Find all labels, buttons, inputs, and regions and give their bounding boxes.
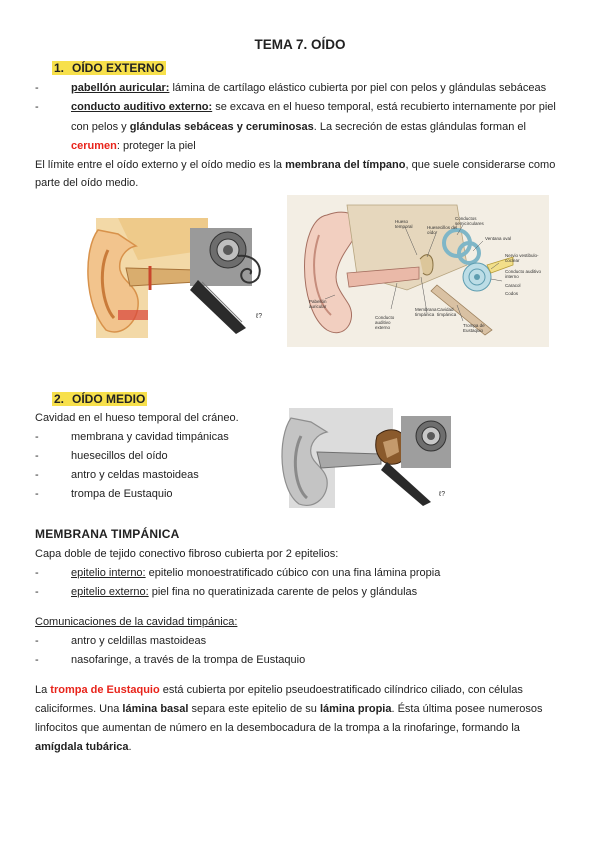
list-item-text: antro y celdillas mastoideas: [71, 635, 207, 647]
list-item: - antro y celdas mastoideas: [35, 469, 199, 481]
paragraph: [35, 176, 138, 190]
text: : proteger la piel: [116, 140, 196, 152]
label-trompa: Trompa de Eustaquio: [463, 323, 485, 333]
term: epitelio externo:: [71, 586, 149, 598]
ear-anatomy-labeled-diagram: [287, 195, 549, 347]
bold-text: lámina basal: [122, 703, 189, 715]
list-item-text: huesecillos del oído: [71, 450, 168, 462]
heading-membrana-timpanica: MEMBRANA TIMPÁNICA: [35, 527, 180, 541]
label-caracol: Caracol: [505, 283, 521, 288]
section-label: OÍDO MEDIO: [66, 392, 147, 406]
label-huesecillos: Huesecillos del oído: [427, 225, 458, 235]
text: con pelos y: [71, 121, 130, 133]
text: caliciformes. Una: [35, 703, 123, 715]
paragraph: Cavidad en el hueso temporal del cráneo.: [35, 412, 239, 424]
paragraph: Capa doble de tejido conectivo fibroso cubierta por 2 epitelios:: [35, 548, 339, 560]
text: La: [35, 684, 51, 696]
bold-text: amígdala tubárica: [35, 741, 129, 753]
section-heading-oido-medio: [52, 392, 147, 406]
page-title: TEMA 7. OÍDO: [254, 37, 346, 52]
list-item: - trompa de Eustaquio: [35, 488, 173, 500]
list-item: - pabellón auricular: lámina de cartílago elástico cubierta por piel con pelos y glándulas sebáceas: [35, 82, 547, 94]
text: . La secreción de estas glándulas forman el: [313, 121, 526, 133]
list-item: - membrana y cavidad timpánicas: [35, 431, 229, 443]
section-number: 1.: [54, 61, 65, 75]
label-membrana: Membrana timpánica: [415, 307, 437, 317]
list-item-text: antro y celdas mastoideas: [71, 469, 199, 481]
label-pabellon: Pabellón auricular: [309, 299, 327, 309]
bold-text: lámina propia: [319, 703, 392, 715]
paragraph: [35, 683, 523, 697]
list-item: - antro y celdillas mastoideas: [35, 635, 207, 647]
section-label: OÍDO EXTERNO: [66, 61, 166, 75]
text: . Ésta última posee numerosos: [391, 703, 543, 715]
text: está cubierta por epitelio pseudoestratificado cilíndrico ciliado, con células: [159, 684, 523, 696]
list-item: - huesecillos del oído: [35, 450, 168, 462]
label-hueso-temporal: Hueso temporal: [395, 219, 413, 229]
definition: piel fina no queratinizada carente de pelos y glándulas: [148, 586, 418, 598]
paragraph: [35, 721, 520, 735]
middle-ear-illustration: [273, 400, 459, 508]
list-item: - epitelio interno: epitelio monoestratificado cúbico con una fina lámina propia: [35, 567, 441, 579]
bold-text: glándulas sebáceas y ceruminosas: [129, 121, 314, 133]
list-item-text: nasofaringe, a través de la trompa de Eustaquio: [71, 654, 306, 666]
term: conducto auditivo externo:: [71, 101, 213, 113]
svg-text:ℓ?: ℓ?: [256, 313, 263, 320]
red-term: trompa de Eustaquio: [50, 684, 160, 696]
ear-cross-section-illustration: [78, 210, 276, 338]
definition: se excava en el hueso temporal, está recubierto internamente por piel: [212, 101, 556, 113]
list-item: - nasofaringe, a través de la trompa de Eustaquio: [35, 654, 306, 666]
list-item-continuation: [71, 139, 196, 153]
bold-text: membrana del tímpano: [285, 159, 406, 171]
list-item-continuation: [71, 120, 526, 134]
section-number: 2.: [54, 392, 65, 406]
list-item-text: trompa de Eustaquio: [71, 488, 173, 500]
list-item: - conducto auditivo externo: se excava en el hueso temporal, está recubierto internamente por piel: [35, 101, 556, 113]
paragraph: [35, 740, 132, 754]
section-heading-oido-externo: [52, 61, 166, 75]
text: linfocitos que aumentan de número en la desembocadura de la trompa a la rinofaringe, formando la: [35, 722, 520, 734]
definition: epitelio monoestratificado cúbico con una fina lámina propia: [145, 567, 441, 579]
text: .: [128, 741, 132, 753]
list-item-text: membrana y cavidad timpánicas: [71, 431, 229, 443]
paragraph: [35, 702, 543, 716]
red-term: cerumen: [71, 140, 117, 152]
subheading-comunicaciones: Comunicaciones de la cavidad timpánica:: [35, 616, 238, 628]
label-nervio: Nervio vestibulo-coclear: [505, 253, 539, 263]
label-conducto-externo: Conducto auditivo externo: [375, 315, 395, 330]
term: pabellón auricular:: [71, 82, 170, 94]
paragraph: [35, 158, 555, 172]
svg-text:ℓ?: ℓ?: [439, 491, 446, 498]
text: parte del oído medio.: [35, 177, 139, 189]
label-conductos-semicirculares: Conductos semicirculares: [455, 216, 484, 226]
label-cavidad: Cavidad timpánica: [437, 307, 457, 317]
text: , que suele considerarse como: [405, 159, 556, 171]
text: separa este epitelio de su: [188, 703, 320, 715]
label-codos: Codos: [505, 291, 519, 296]
list-item: - epitelio externo: piel fina no queratinizada carente de pelos y glándulas: [35, 586, 418, 598]
term: epitelio interno:: [71, 567, 146, 579]
text: El límite entre el oído externo y el oído medio es la: [35, 159, 286, 171]
label-ventana-oval: Ventana oval: [485, 236, 512, 241]
label-conducto-auditivo-interno: Conducto auditivo interno: [505, 269, 542, 279]
definition: lámina de cartílago elástico cubierta por piel con pelos y glándulas sebáceas: [169, 82, 547, 94]
